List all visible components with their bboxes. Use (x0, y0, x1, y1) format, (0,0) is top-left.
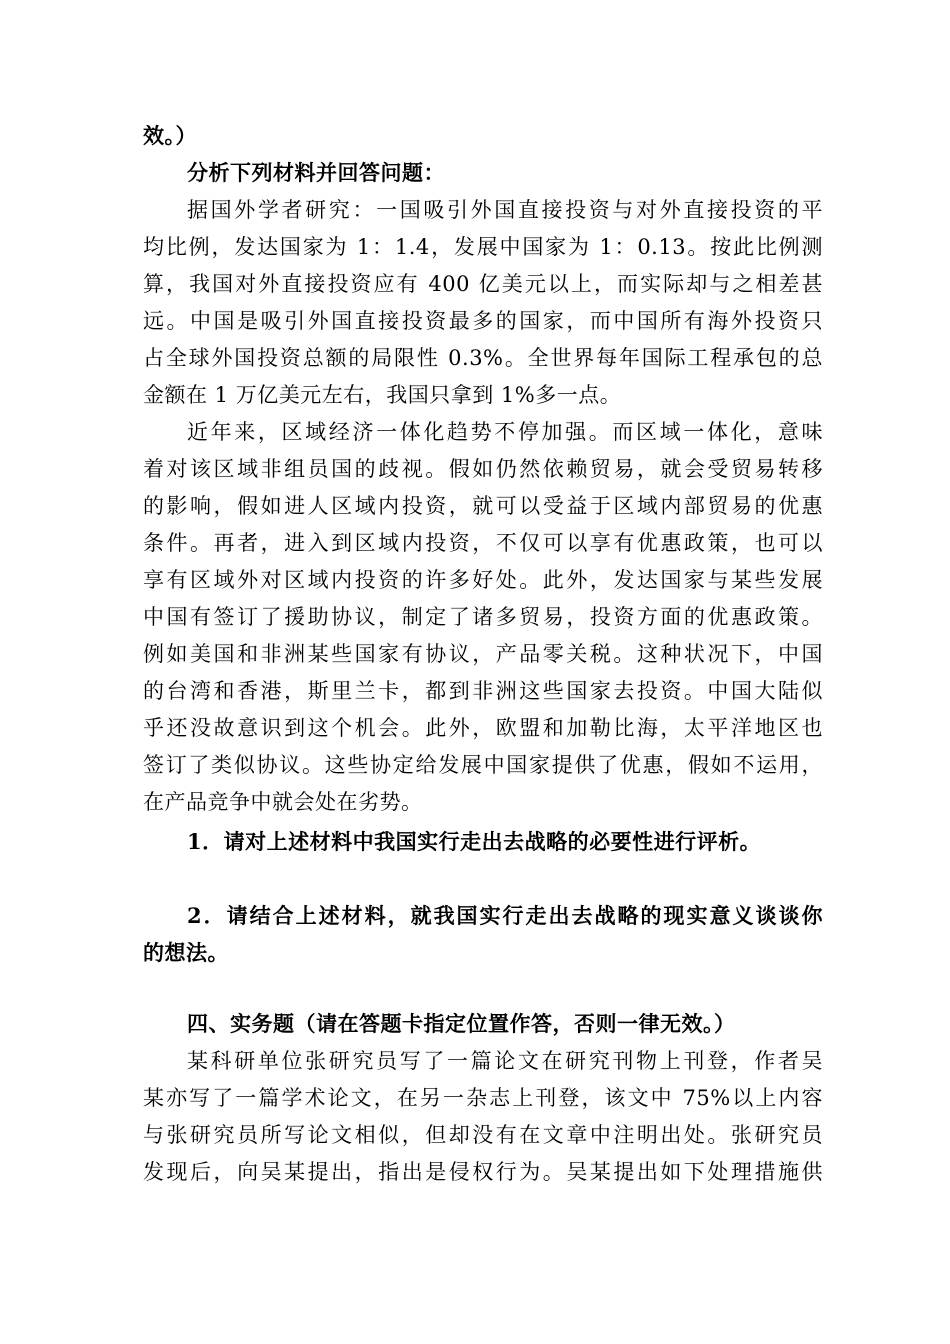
text-line-end-of-previous: 效。） (143, 123, 197, 148)
paragraph-line: 享有区域外对区域内投资的许多好处。此外，发达国家与某些发展 (143, 568, 823, 592)
paragraph-line: 算，我国对外直接投资应有 400 亿美元以上，而实际却与之相差甚 (143, 272, 823, 296)
paragraph-line: 金额在 1 万亿美元左右，我国只拿到 1%多一点。 (143, 383, 622, 407)
paragraph-line: 占全球外国投资总额的局限性 0.3%。全世界每年国际工程承包的总 (143, 346, 823, 370)
paragraph-line: 某科研单位张研究员写了一篇论文在研究刊物上刊登，作者吴 (187, 1049, 823, 1073)
question-2-continued: 的想法。 (143, 940, 229, 965)
paragraph-line: 着对该区域非组员国的歧视。假如仍然依赖贸易，就会受贸易转移 (143, 457, 823, 481)
paragraph-line: 近年来，区域经济一体化趋势不停加强。而区域一体化，意味 (187, 420, 823, 444)
paragraph-line: 中国有签订了援助协议，制定了诸多贸易，投资方面的优惠政策。 (143, 605, 823, 629)
paragraph-line: 在产品竞争中就会处在劣势。 (143, 790, 423, 814)
paragraph-line: 签订了类似协议。这些协定给发展中国家提供了优惠，假如不运用， (143, 753, 823, 777)
paragraph-line: 远。中国是吸引外国直接投资最多的国家，而中国所有海外投资只 (143, 309, 823, 333)
paragraph-line: 的影响，假如进人区域内投资，就可以受益于区域内部贸易的优惠 (143, 494, 823, 518)
question-1: 1．请对上述材料中我国实行走出去战略的必要性进行评析。 (187, 829, 762, 854)
section-heading-practice: 四、实务题（请在答题卡指定位置作答，否则一律无效。） (187, 1011, 736, 1036)
paragraph-line: 与张研究员所写论文相似，但却没有在文章中注明出处。张研究员 (143, 1123, 823, 1147)
paragraph-line: 的台湾和香港，斯里兰卡，都到非洲这些国家去投资。中国大陆似 (143, 679, 823, 703)
paragraph-line: 据国外学者研究：一国吸引外国直接投资与对外直接投资的平 (187, 198, 823, 222)
paragraph-line: 某亦写了一篇学术论文，在另一杂志上刊登，该文中 75%以上内容 (143, 1086, 823, 1110)
paragraph-line: 发现后，向吴某提出，指出是侵权行为。吴某提出如下处理措施供 (143, 1160, 823, 1184)
paragraph-line: 均比例，发达国家为 1：1.4，发展中国家为 1：0.13。按此比例测 (143, 235, 823, 259)
paragraph-line: 乎还没故意识到这个机会。此外，欧盟和加勒比海，太平洋地区也 (143, 716, 823, 740)
paragraph-line: 例如美国和非洲某些国家有协议，产品零关税。这种状况下，中国 (143, 642, 823, 666)
section-instruction: 分析下列材料并回答问题： (187, 160, 445, 185)
question-2: 2．请结合上述材料，就我国实行走出去战略的现实意义谈谈你 (187, 903, 823, 928)
paragraph-line: 条件。再者，进入到区域内投资，不仅可以享有优惠政策，也可以 (143, 531, 823, 555)
